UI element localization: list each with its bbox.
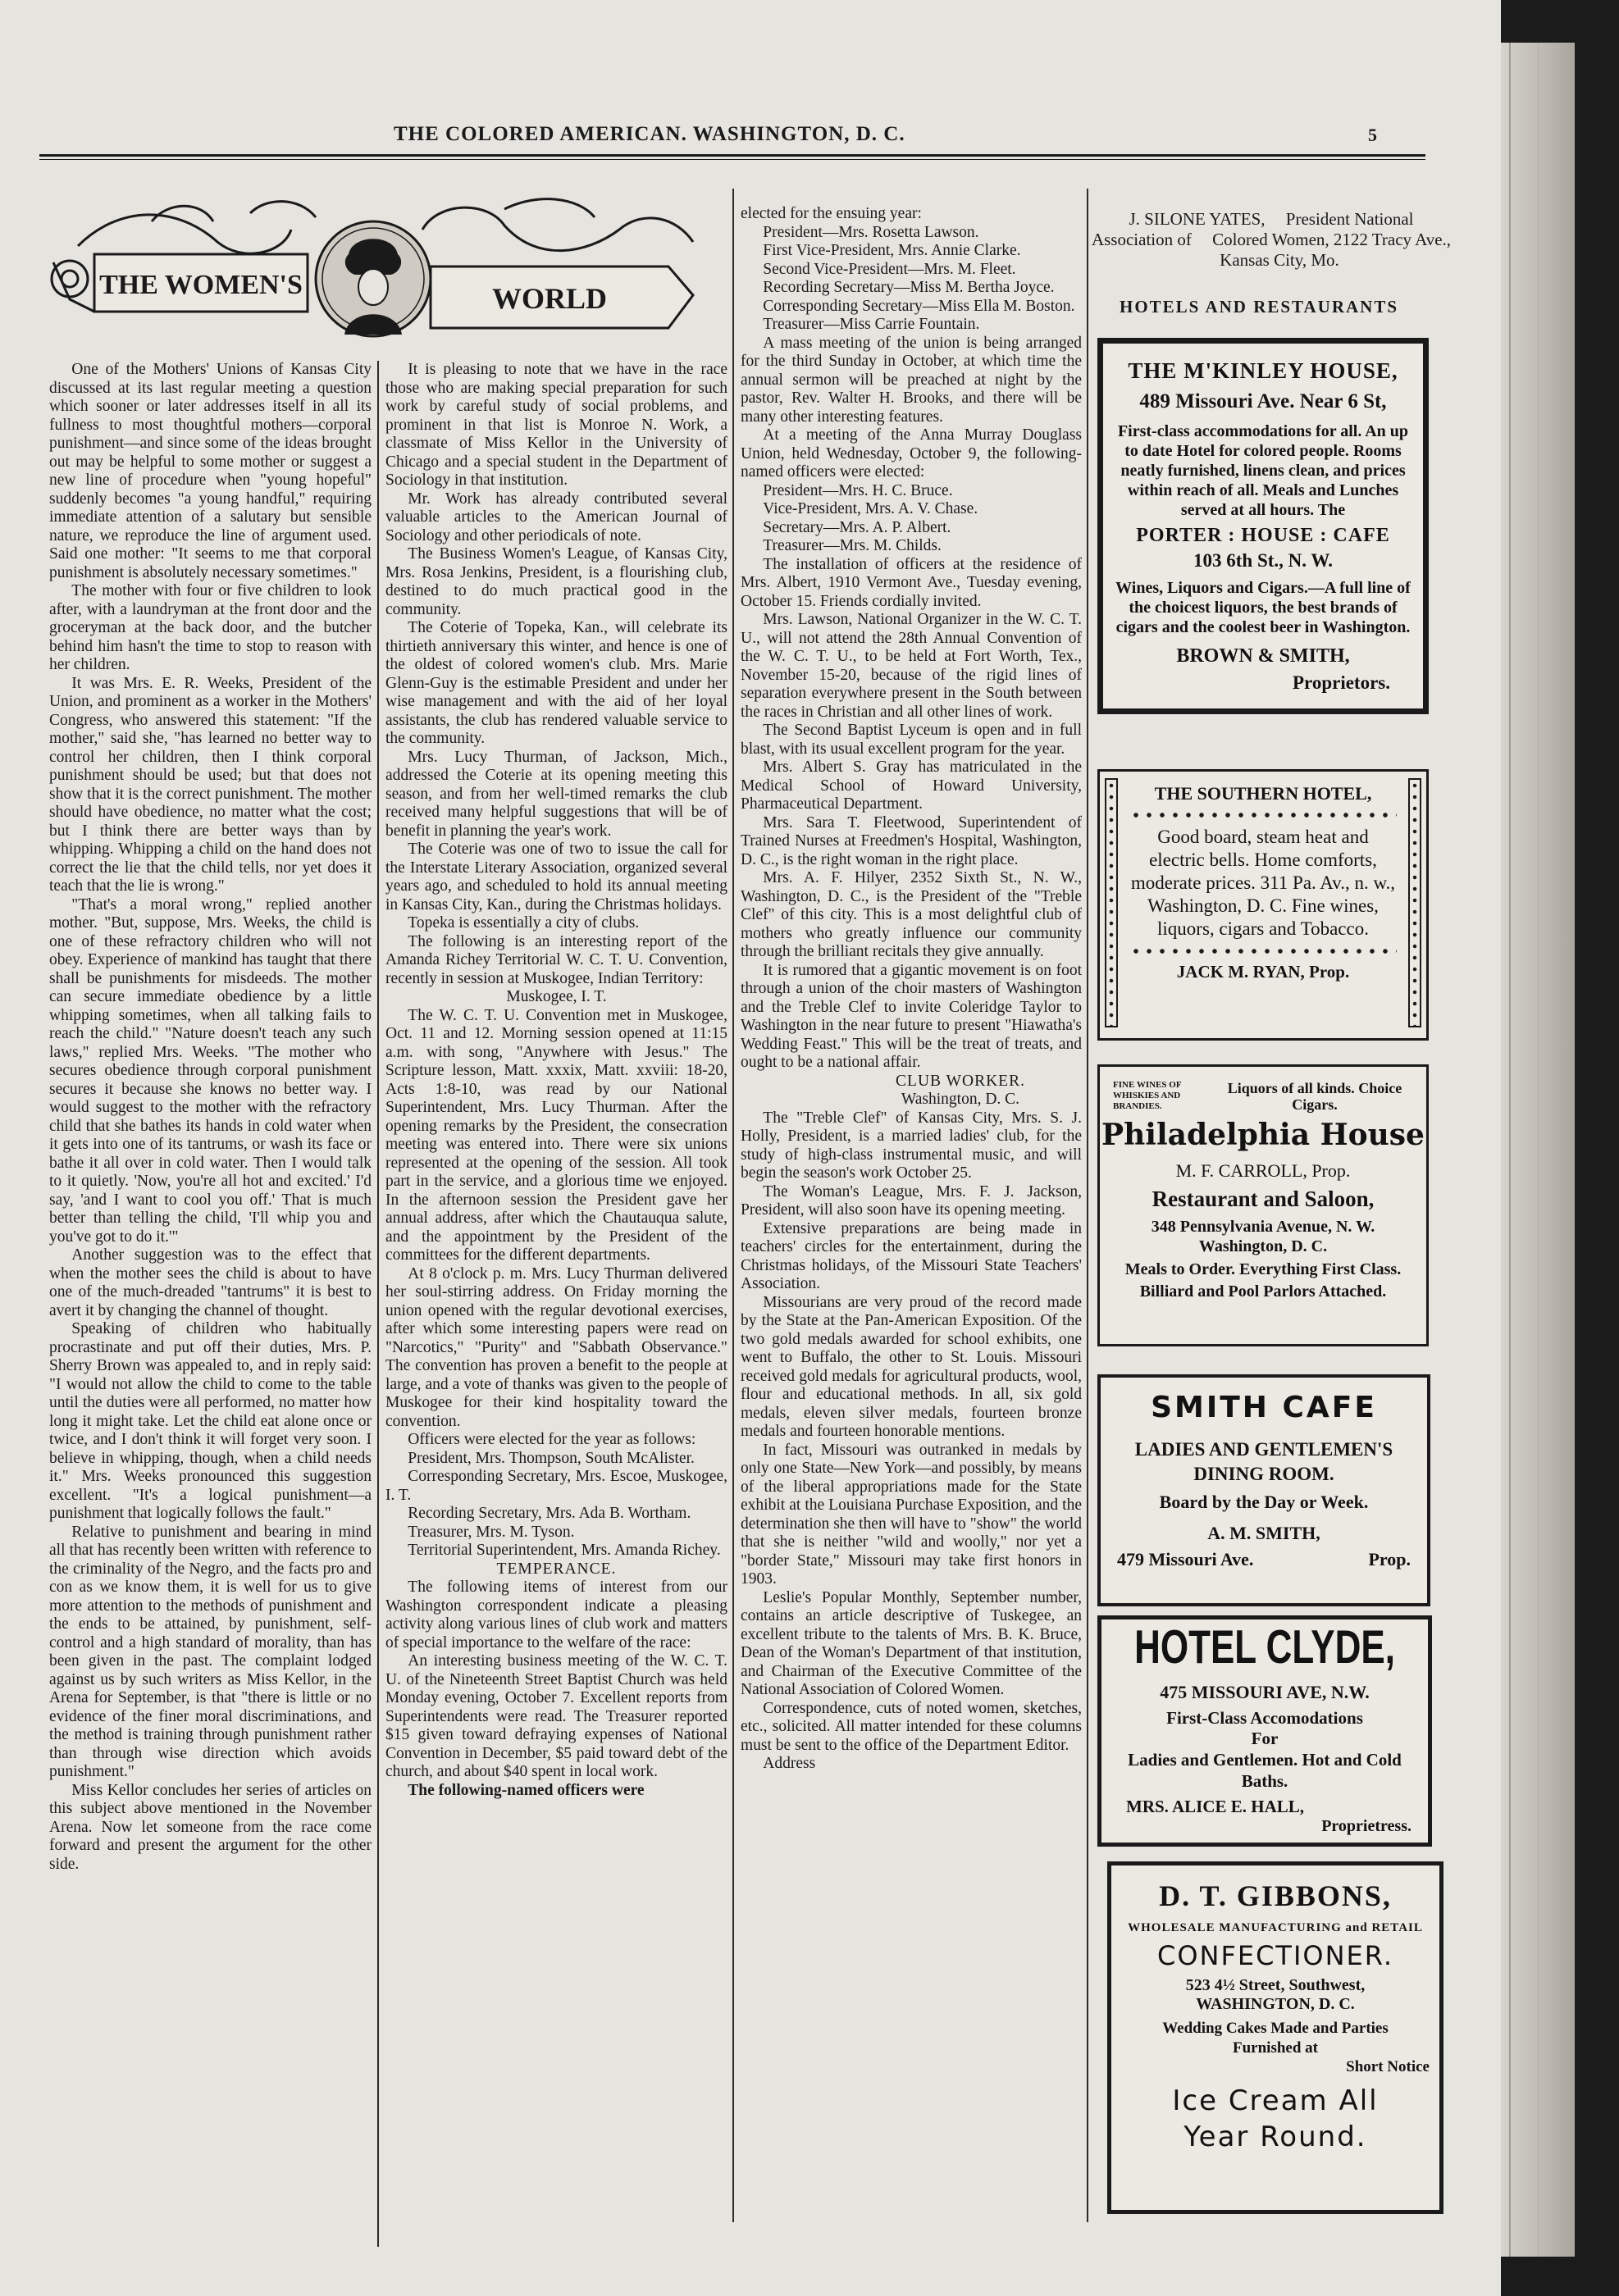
col2-para: The following items of interest from our Washington correspondent indicate a pleasing activity along various lines of club work and matters of special importance to the welfare of the race: bbox=[385, 1578, 727, 1651]
col3-heading: CLUB WORKER. bbox=[896, 1072, 1025, 1090]
ad-small-left: FINE WINES OF WHISKIES AND BRANDIES. bbox=[1113, 1080, 1182, 1111]
col2-para: Officers were elected for the year as follows: bbox=[408, 1431, 696, 1448]
ad-line: Short Notice bbox=[1346, 2058, 1430, 2075]
ad-line: LADIES AND GENTLEMEN'S bbox=[1134, 1439, 1393, 1460]
ad-billiard: Billiard and Pool Parlors Attached. bbox=[1139, 1282, 1387, 1301]
col3-para: It is rumored that a gigantic movement is on foot through a union of the choir masters of Washington and the Treble Clef to invite Coleridge Taylor to Washington in the near future to present "Hiawatha's Wedding Feast." This will be the treat of treats, and ought to be a national affair. bbox=[741, 961, 1082, 1071]
col1-para: Miss Kellor concludes her series of articles on this subject above mentioned in the November Arena. Now let someone from the race come forward and present the argument for the other side. bbox=[49, 1781, 372, 1873]
col2-para: It is pleasing to note that we have in the race those who are making special preparation for such work by careful study of social problems, and prominent in that list is Monroe N. Work, a classmate of Miss Kellor in the University of Chicago and a special student in the Department of Sociology in that institution. bbox=[385, 361, 727, 489]
ad-owner: A. M. SMITH, bbox=[1207, 1523, 1320, 1543]
col2-para: At 8 o'clock p. m. Mrs. Lucy Thurman delivered her soul-stirring address. On Friday morning the union opened with the regular devotional exercises, after which some interesting papers were read on "Narcotics," "Purity" and "Sabbath Observance." The convention has proven a benefit to the people at large, and a vote of thanks was given to the people of Muskogee for their kind hospitality toward the convention. bbox=[385, 1264, 727, 1430]
page-number: 5 bbox=[1368, 125, 1377, 145]
editor-title-line: President National Association of bbox=[1091, 209, 1414, 249]
ad-line: Board by the Day or Week. bbox=[1159, 1492, 1369, 1512]
col3-para: elected for the ensuing year: bbox=[741, 205, 922, 222]
ad-line: CONFECTIONER. bbox=[1156, 1940, 1394, 1971]
ad-line: For bbox=[1251, 1729, 1279, 1748]
ad-philadelphia-house bbox=[1097, 1064, 1429, 1346]
col2-para: The following is an interesting report of the Amanda Richey Territorial W. C. T. U. Convention, recently in session at Muskogee, Indian Territory: bbox=[385, 932, 727, 987]
col3-para: President—Mrs. Rosetta Lawson. bbox=[763, 223, 979, 241]
dotted-border-left bbox=[1105, 778, 1118, 1027]
column-2 bbox=[385, 361, 727, 2263]
col2-para: The Coterie of Topeka, Kan., will celebrate its thirtieth anniversary this winter, and hence is one of the oldest of colored women's club. Mrs. Marie Glenn-Guy is the estimable President and under her wise management and with the aid of her loyal assistants, the club has rendered valuable service to the community. bbox=[385, 619, 727, 747]
ad-southern-hotel bbox=[1097, 769, 1429, 1041]
adjacent-page-edge bbox=[1501, 43, 1575, 2257]
ad-role: Proprietress. bbox=[1321, 1817, 1411, 1835]
ad-smith-cafe bbox=[1097, 1374, 1430, 1606]
col3-para: The Woman's League, Mrs. F. J. Jackson, President, will also soon have its opening meeting. bbox=[741, 1182, 1082, 1219]
column-rule-3 bbox=[1087, 189, 1088, 2222]
dotted-divider bbox=[1129, 947, 1397, 955]
col3-para: The "Treble Clef" of Kansas City, Mrs. S. J. Holly, President, is a married ladies' club, for the study of high-class instrumental music, and will begin the season's work October 25. bbox=[741, 1109, 1082, 1182]
column-1 bbox=[49, 361, 372, 2263]
header-rule bbox=[39, 154, 1425, 160]
ad-address: 489 Missouri Ave. Near 6 St, bbox=[1139, 390, 1387, 412]
scroll-ornament-right bbox=[422, 207, 693, 251]
col3-para: In fact, Missouri was outranked in medals by only one State—New York—and possibly, by means of the liberal appropriations made for the State exhibit at the Louisiana Purchase Exposition, and the determination she then will have to "show" the world that she is neither "wild and woolly," nor yet a "border State," Missouri may take first honors in 1903. bbox=[741, 1441, 1082, 1588]
col3-para: The installation of officers at the residence of Mrs. Albert, 1910 Vermont Ave., Tuesday evening, October 15. Friends cordially invited. bbox=[741, 555, 1082, 610]
running-head: THE COLORED AMERICAN. WASHINGTON, D. C. bbox=[394, 123, 905, 145]
ad-hotel-clyde bbox=[1097, 1615, 1432, 1847]
col3-para: The Second Baptist Lyceum is open and in full blast, with its usual excellent program for the year. bbox=[741, 722, 1082, 758]
ad-gibbons-confectioner bbox=[1107, 1861, 1443, 2214]
column-3 bbox=[741, 205, 1082, 2263]
ad-owner: MRS. ALICE E. HALL, bbox=[1126, 1797, 1305, 1816]
column-rule-2 bbox=[732, 189, 734, 2222]
ad-address: 475 MISSOURI AVE, N.W. bbox=[1160, 1682, 1370, 1702]
ad-line: Ice Cream All bbox=[1172, 2084, 1379, 2117]
col2-para: The following-named officers were bbox=[408, 1781, 645, 1799]
ad-title: SMITH CAFE bbox=[1151, 1391, 1377, 1424]
col1-para: The mother with four or five children to look after, with a laundryman at the front door and the groceryman at the back door, and the butcher behind him hasn't the time to stop to reason with her children. bbox=[49, 582, 372, 673]
col1-para: It was Mrs. E. R. Weeks, President of the Union, and prominent as a worker in the Mothers' Congress, who answered this statement: "If the mother," said she, "has learned no better way to control her children, then I think corporal punishment should be used; but that does not show that it is the correct punishment. The mother should have obedience, no matter what the cost; but I think there are better ways than by whipping. Whipping a child on the hand does not correct the lie that the child tells, nor yet does it teach that the lie is wrong." bbox=[49, 674, 372, 895]
masthead-left-word: THE WOMEN'S bbox=[99, 270, 303, 300]
ad-owner: JACK M. RYAN, Prop. bbox=[1176, 962, 1350, 982]
col3-para: Corresponding Secretary—Miss Ella M. Boston. bbox=[763, 297, 1075, 315]
ad-address: 348 Pennsylvania Avenue, N. W. Washington, D. C. bbox=[1151, 1218, 1375, 1255]
womens-world-masthead bbox=[45, 197, 711, 340]
col2-para: Topeka is essentially a city of clubs. bbox=[408, 914, 640, 932]
ad-line: Ladies and Gentlemen. Hot and Cold Baths. bbox=[1128, 1750, 1402, 1791]
column-rule-1 bbox=[377, 361, 379, 2247]
col2-para: Territorial Superintendent, Mrs. Amanda Richey. bbox=[408, 1542, 721, 1559]
col2-para: Corresponding Secretary, Mrs. Escoe, Muskogee, I. T. bbox=[385, 1468, 727, 1504]
col2-para: An interesting business meeting of the W. C. T. U. of the Nineteenth Street Baptist Church was held Monday evening, October 7. Excellent reports from Superintendents were read. The Treasurer reported $15 given toward defraying expenses of National Convention in December, $5 paid toward debt of the church, and about $40 spent in local work. bbox=[385, 1652, 727, 1780]
col3-para: Mrs. Lawson, National Organizer in the W. C. T. U., will not attend the 28th Annual Convention of the W. C. T. U., to be held at Fort Worth, Tex., November 15-20, because of the rigid lines of separation everywhere present in the South between the races in Christian and all other lines of work. bbox=[741, 611, 1082, 721]
col3-para: Recording Secretary—Miss M. Bertha Joyce. bbox=[763, 279, 1055, 296]
ad-porter-address: 103 6th St., N. W. bbox=[1193, 550, 1333, 571]
dotted-border-right bbox=[1408, 778, 1421, 1027]
col3-dateline: Washington, D. C. bbox=[901, 1091, 1020, 1108]
ad-title: THE SOUTHERN HOTEL, bbox=[1154, 783, 1372, 804]
ads-heading: HOTELS AND RESTAURANTS bbox=[1119, 297, 1399, 317]
ad-porter-body: Wines, Liquors and Cigars.—A full line of the choicest liquors, the best brands of cigars and the coolest beer in Washington. bbox=[1115, 579, 1411, 636]
col2-para: Recording Secretary, Mrs. Ada B. Wortham. bbox=[408, 1505, 691, 1522]
col3-para: Vice-President, Mrs. A. V. Chase. bbox=[763, 500, 978, 517]
editor-city-line: Kansas City, Mo. bbox=[1220, 250, 1339, 270]
ad-body: First-class accommodations for all. An up to date Hotel for colored people. Rooms neatly furnished, linens clean, and prices within reach of all. Meals and Lunches served at all hours. The bbox=[1117, 422, 1409, 519]
col3-para: Second Vice-President—Mrs. M. Fleet. bbox=[763, 260, 1016, 278]
col2-para: Mrs. Lucy Thurman, of Jackson, Mich., addressed the Coterie at its opening meeting this season, and from her well-timed remarks the club received many helpful suggestions that will be of benefit in planning the year's work. bbox=[385, 748, 727, 840]
col3-para: Secretary—Mrs. A. P. Albert. bbox=[763, 518, 951, 536]
col3-para: Treasurer—Miss Carrie Fountain. bbox=[763, 316, 980, 333]
scroll-ornament-left bbox=[78, 215, 291, 253]
col1-para: Relative to punishment and bearing in mind all that has recently been written with reference to the criminality of the Negro, and the facts pro and con as we know them, it is well for us to give more attention to the methods of punishment and the ends to be attained, by punishment, self-control and a high standard of morality, than has been given in the past. The complaint lodged against us by such writers as Miss Kellor, in the Arena for September, is that "there is little or no evidence of the finer moral discriminations, and the method is training through punishment rather than through wise direction which avoids punishment." bbox=[49, 1523, 372, 1780]
col3-para: President—Mrs. H. C. Bruce. bbox=[763, 481, 953, 499]
ad-line: DINING ROOM. bbox=[1193, 1464, 1334, 1484]
col2-para: Mr. Work has already contributed several valuable articles to the American Journal of Sociology and other periodicals of note. bbox=[385, 490, 727, 544]
ad-line: First-Class Accomodations bbox=[1166, 1708, 1363, 1728]
editor-address-line: Colored Women, 2122 Tracy Ave., bbox=[1212, 230, 1452, 249]
col2-para: The Business Women's League, of Kansas City, Mrs. Rosa Jenkins, President, is a flourishing club, destined to do much practical good in the community. bbox=[385, 545, 727, 618]
ad-porter-house: PORTER : HOUSE : CAFE bbox=[1136, 525, 1390, 546]
ad-role: Proprietors. bbox=[1292, 672, 1390, 693]
editor-name: J. SILONE YATES, bbox=[1129, 209, 1266, 229]
col3-para: First Vice-President, Mrs. Annie Clarke. bbox=[763, 242, 1021, 259]
col3-para: A mass meeting of the union is being arranged for the third Sunday in October, at which time the annual sermon will be preached at night by the pastor, Rev. Walter H. Brooks, and there will be many other interesting features. bbox=[741, 334, 1082, 426]
ad-meals: Meals to Order. Everything First Class. bbox=[1124, 1260, 1402, 1278]
ad-line: WASHINGTON, D. C. bbox=[1196, 1995, 1355, 2013]
ad-address: 479 Missouri Ave. bbox=[1117, 1549, 1254, 1569]
col1-para: "That's a moral wrong," replied another mother. "But, suppose, Mrs. Weeks, the child is one of these refractory children who will not obey. Experience of mankind has taught that there shall be punishments for misdeeds. The mother can secure immediate obedience by a little whipping sometimes, when all talking fails to reach the child." "Nature doesn't teach any such laws," replied Mrs. Weeks. "The mother who secures obedience through corporal punishment secures it because she knows no better way. I would suggest to the mother with the refractory child that she bathes its hands in cold water when it gets into one of its tantrums, or wash its face or bathe it all over in cold water. Then I would talk to it quietly. 'Now, you're all hot and excited.' I'd say, 'and I want to cool you off.' That is much better than telling the child, 'I'll whip you and you've got to do it.'" bbox=[49, 895, 372, 1246]
col1-para: Speaking of children who habitually procrastinate and put off their duties, Mrs. P. Sherry Brown was appealed to, and in reply said: "I would not allow the child to come to the table until the duties were all performed, no matter how long it might take. Let the child eat alone once or twice, and I don't think it will forget very soon. I believe in whipping, though, when a child needs it." Mrs. Weeks pronounced this suggestion excellent. "It's a logical punishment—a punishment that logically follows the fault." bbox=[49, 1320, 372, 1522]
ad-owners: BROWN & SMITH, bbox=[1176, 645, 1350, 667]
ad-title: HOTEL CLYDE, bbox=[1134, 1621, 1395, 1674]
col3-para: Mrs. Albert S. Gray has matriculated in the Medical School of Howard University, Pharmaceutical Department. bbox=[741, 758, 1082, 813]
ad-line: WHOLESALE MANUFACTURING and RETAIL bbox=[1128, 1921, 1423, 1934]
ad-title: Philadelphia House bbox=[1101, 1118, 1425, 1152]
woman-face-icon bbox=[358, 269, 388, 305]
col3-para: Mrs. A. F. Hilyer, 2352 Sixth St., N. W., Washington, D. C., is the President of the "Treble Clef" of this city. This is a most delightful club of mothers who greatly influence our community through the brilliant recitals they give annually. bbox=[741, 869, 1082, 960]
ad-owner: M. F. CARROLL, Prop. bbox=[1175, 1160, 1351, 1181]
col3-para: Treasurer—Mrs. M. Childs. bbox=[763, 537, 942, 554]
ad-subtitle: Restaurant and Saloon, bbox=[1152, 1187, 1375, 1211]
ad-mckinley-house bbox=[1097, 338, 1429, 714]
col2-dateline: Muskogee, I. T. bbox=[506, 988, 607, 1005]
col3-para: Correspondence, cuts of noted women, sketches, etc., solicited. All matter intended for these columns must be sent to the office of the Department Editor. bbox=[741, 1699, 1082, 1754]
ad-line: Wedding Cakes Made and Parties Furnished at bbox=[1162, 2020, 1389, 2057]
editor-address-block bbox=[1091, 209, 1452, 271]
scroll-ornament-top-right bbox=[504, 199, 595, 217]
col3-para: Missourians are very proud of the record made by the State at the Pan-American Exposition. Of the two gold medals awarded for school exhibits, one went to Buffalo, the other to St. Louis. Missouri received gold medals for agricultural products, wool, flour and educational methods. In all, six gold medals, eleven silver medals, fourteen bronze medals and fourteen honorable mentions. bbox=[741, 1293, 1082, 1440]
ad-title: THE M'KINLEY HOUSE, bbox=[1128, 358, 1398, 383]
ad-small-right: Liquors of all kinds. Choice Cigars. bbox=[1227, 1080, 1402, 1113]
col1-para: Another suggestion was to the effect that when the mother sees the child is about to have one of the much-dreaded "tantrums" it is best to avert it by changing the channel of thought. bbox=[49, 1246, 372, 1319]
col2-para: The W. C. T. U. Convention met in Muskogee, Oct. 11 and 12. Morning session opened at 11:15 a.m. with song, "Anywhere with Jesus." The Scripture lesson, Matt. xxxix, Matt. xxviii: 18-20, Acts 1:8-10, was read by our National Superintendent, Mrs. Lucy Thurman. After the opening remarks by the President, the consecration meeting was entered into. There were six unions represented at the opening of the session. All took part in the service, and a glorious time we enjoyed. In the afternoon session the President gave her annual address, after which the Chautauqua salute, and the appointment by the President of the committees for the different departments. bbox=[385, 1006, 727, 1264]
col3-para: At a meeting of the Anna Murray Douglass Union, held Wednesday, October 9, the following-named officers were elected: bbox=[741, 426, 1082, 481]
scroll-curl-left bbox=[52, 261, 88, 297]
ad-line: Year Round. bbox=[1183, 2121, 1367, 2153]
ad-line: 523 4½ Street, Southwest, bbox=[1185, 1976, 1366, 1994]
col2-para: The Coterie was one of two to issue the call for the Interstate Literary Association, organized several years ago, and scheduled to hold its annual meeting in Kansas City, Kan., during the Christmas holidays. bbox=[385, 840, 727, 913]
col1-para: One of the Mothers' Unions of Kansas City discussed at its last regular meeting a question which sooner or later addresses itself in all its fullness to most thoughtful mothers—corporal punishment—and since some of the ideas brought out may be helpful to some mother or suggest a new line of procedure when "young hopeful" suddenly becomes "a young handful," requiring immediate attention of a salutary but sensible nature, we reproduce the line of argument used. Said one mother: "It seems to me that corporal punishment is absolutely necessary sometimes." bbox=[49, 361, 372, 581]
col3-para: Leslie's Popular Monthly, September number, contains an article descriptive of Tuskegee, an excellent tribute to the talents of Mrs. B. K. Bruce, Dean of the Woman's Department of that institution, and Chairman of the Executive Committee of the National Association of Colored Women. bbox=[741, 1588, 1082, 1698]
col3-para: Extensive preparations are being made in teachers' circles for the entertainment, during the Christmas holidays, of the Missouri State Teachers' Association. bbox=[741, 1219, 1082, 1292]
col2-para: Treasurer, Mrs. M. Tyson. bbox=[408, 1523, 575, 1541]
col2-para: President, Mrs. Thompson, South McAlister. bbox=[408, 1449, 695, 1467]
col3-para: Mrs. Sara T. Fleetwood, Superintendent of Trained Nurses at Freedmen's Hospital, Washington, D. C., is the right woman in the right place. bbox=[741, 813, 1082, 868]
ad-title: D. T. GIBBONS, bbox=[1159, 1879, 1392, 1912]
masthead-right-word: WORLD bbox=[491, 282, 608, 315]
dotted-divider bbox=[1129, 811, 1397, 819]
col2-heading: TEMPERANCE. bbox=[496, 1560, 617, 1578]
ad-prop: Prop. bbox=[1368, 1549, 1411, 1569]
col3-para: Address bbox=[763, 1755, 816, 1772]
ad-body: Good board, steam heat and electric bells. Home comforts, moderate prices. 311 Pa. Av., n. w., Washington, D. C. Fine wines, liquors, cigars and Tobacco. bbox=[1130, 827, 1396, 939]
